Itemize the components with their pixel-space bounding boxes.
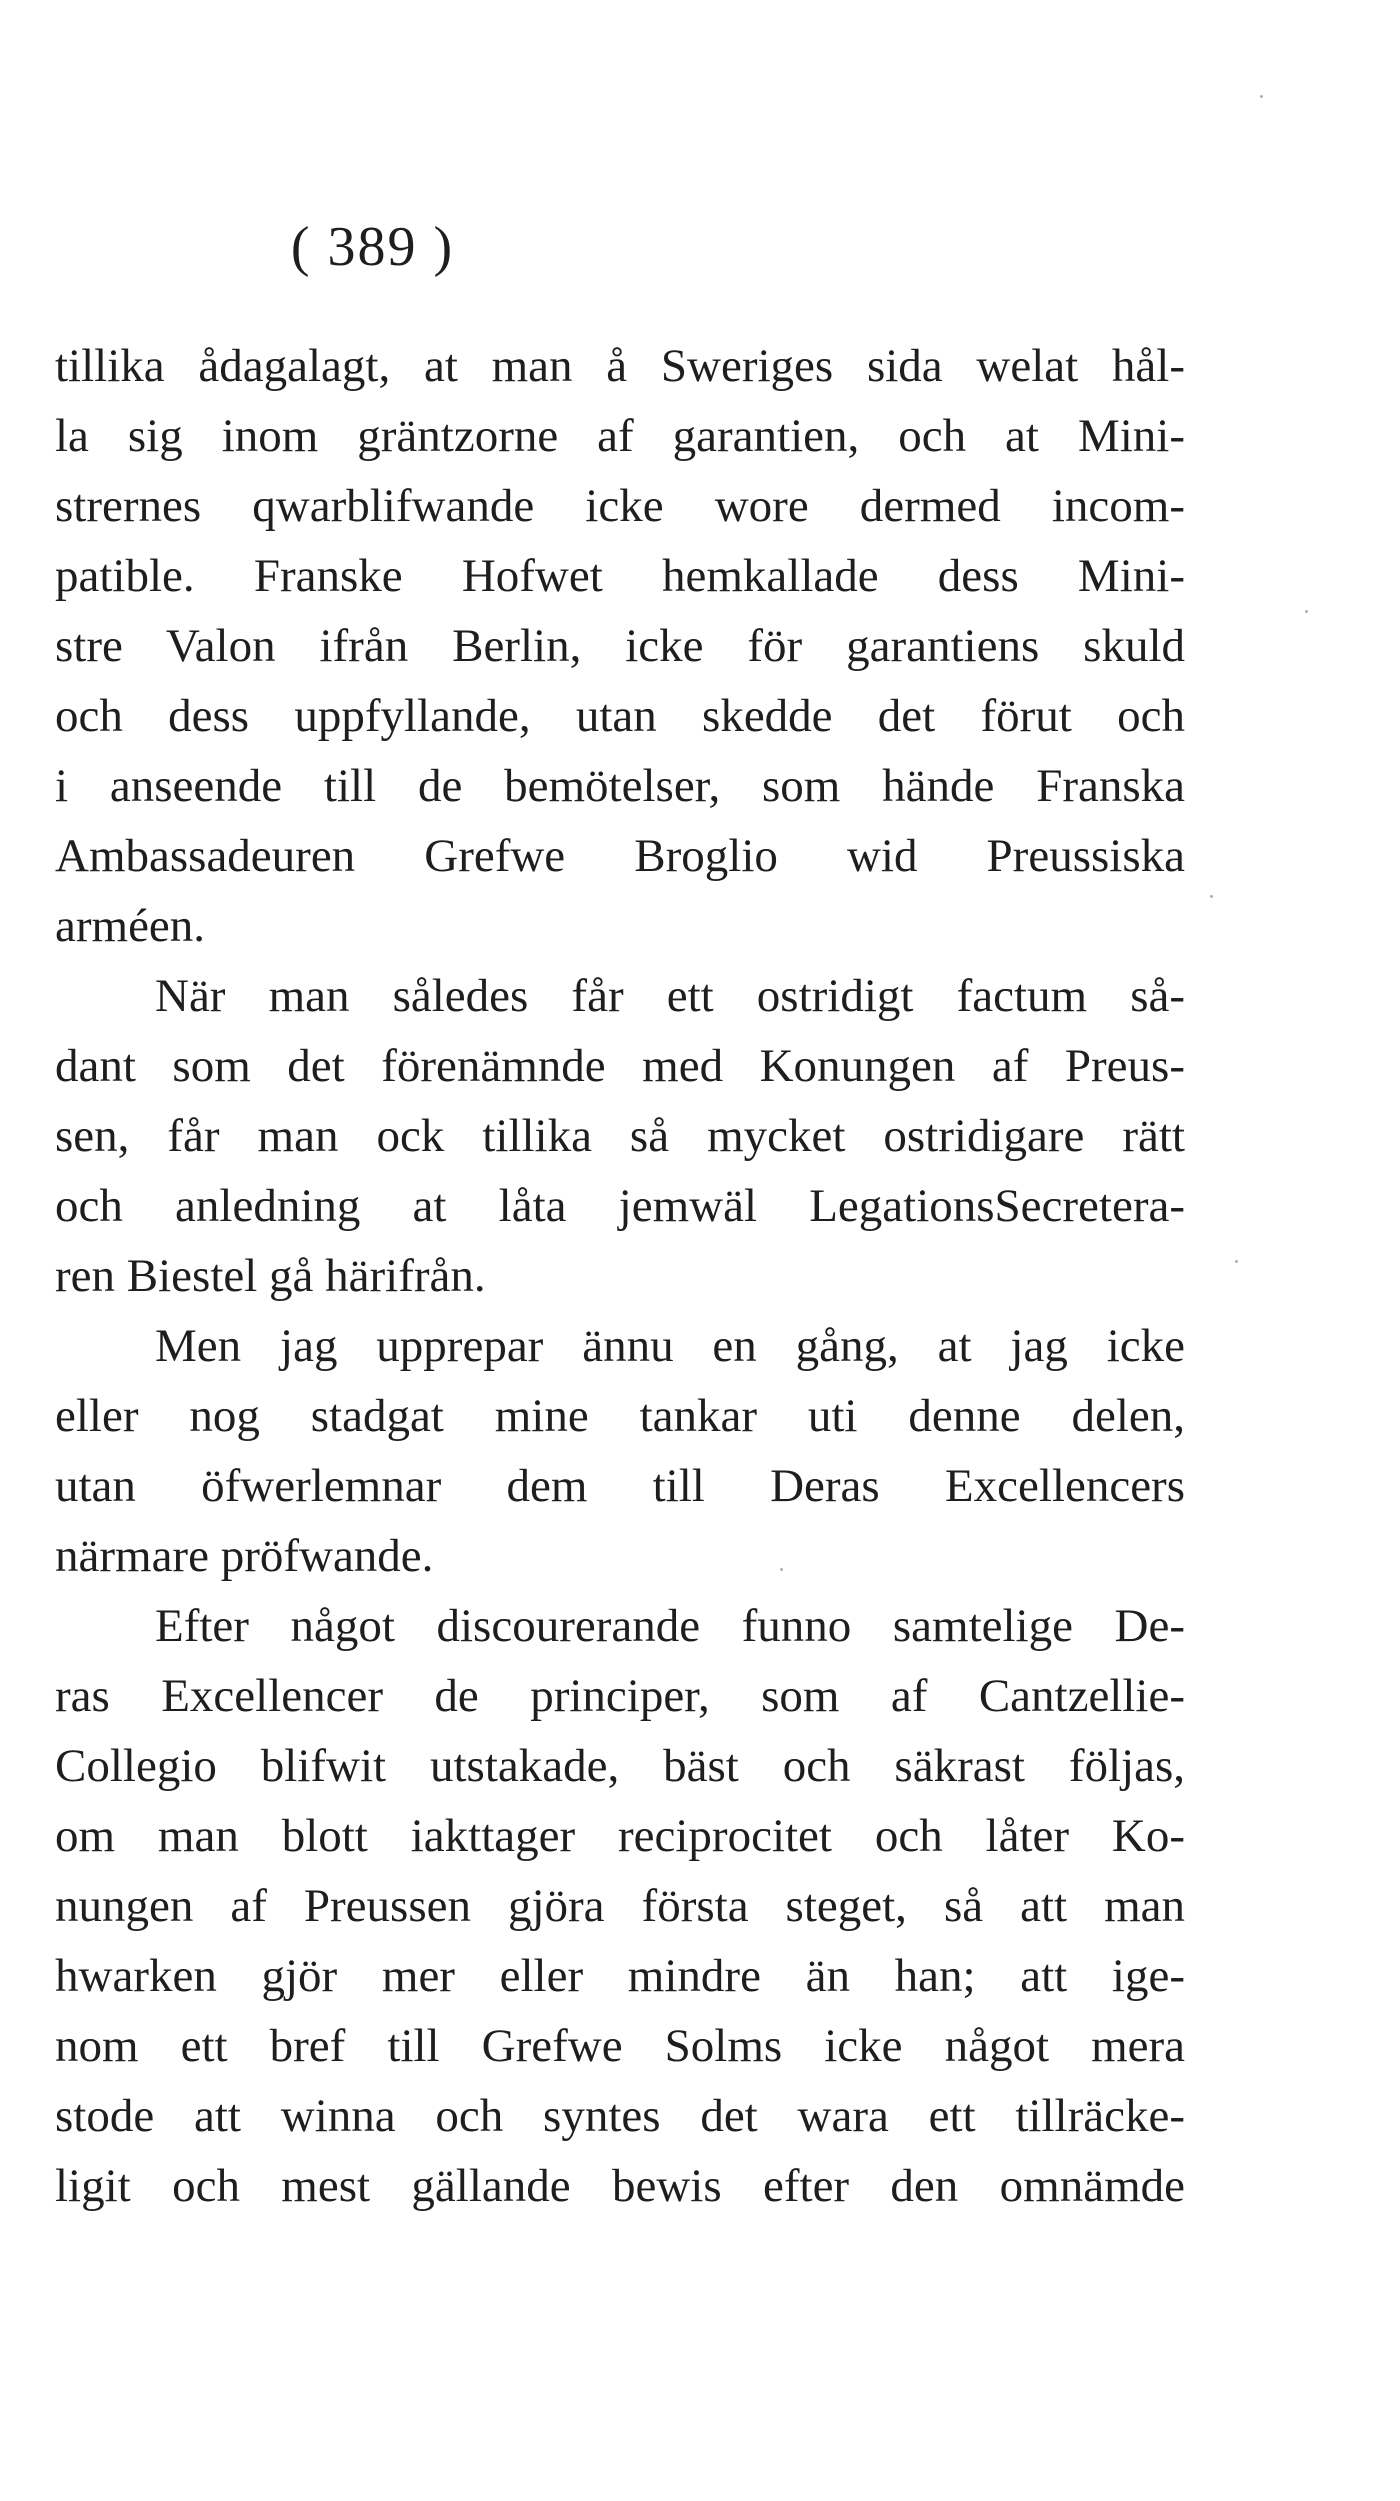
paragraph-end-line: ren Biestel gå härifrån. (55, 1250, 486, 1302)
paragraph-end-line: arméen. (55, 900, 206, 952)
text-line: sen, får man ock tillika så mycket ostridigare rätt (55, 1110, 1185, 1162)
paragraph-first-line: När man således får ett ostridigt factum så- (155, 970, 1185, 1022)
scan-speck (1210, 895, 1213, 898)
paragraph-first-line: Efter något discourerande funno samtelige De- (155, 1600, 1185, 1652)
scan-speck (1235, 1260, 1238, 1263)
text-line: utan öfwerlemnar dem till Deras Excellencers (55, 1460, 1185, 1512)
scan-speck (1305, 610, 1308, 613)
text-line: dant som det förenämnde med Konungen af Preus- (55, 1040, 1185, 1092)
page-number: ( 389 ) (290, 216, 455, 278)
text-line: ligit och mest gällande bewis efter den omnämde (55, 2160, 1185, 2212)
text-line: eller nog stadgat mine tankar uti denne delen, (55, 1390, 1185, 1442)
scan-speck (1260, 95, 1263, 98)
text-line: stre Valon ifrån Berlin, icke för garantiens skuld (55, 620, 1185, 672)
paragraph-first-line: Men jag upprepar ännu en gång, at jag icke (155, 1320, 1185, 1372)
text-line: nungen af Preussen gjöra första steget, så att man (55, 1880, 1185, 1932)
text-line: la sig inom gräntzorne af garantien, och at Mini- (55, 410, 1185, 462)
text-line: Ambassadeuren Grefwe Broglio wid Preussiska (55, 830, 1185, 882)
text-line: och dess uppfyllande, utan skedde det förut och (55, 690, 1185, 742)
text-line: hwarken gjör mer eller mindre än han; att ige- (55, 1950, 1185, 2002)
text-line: Collegio blifwit utstakade, bäst och säkrast följas, (55, 1740, 1185, 1792)
text-line: och anledning at låta jemwäl LegationsSecretera- (55, 1180, 1185, 1232)
text-line: stode att winna och syntes det wara ett tillräcke- (55, 2090, 1185, 2142)
text-line: tillika ådagalagt, at man å Sweriges sida welat hål- (55, 340, 1185, 392)
text-line: strernes qwarblifwande icke wore dermed incom- (55, 480, 1185, 532)
paragraph-end-line: närmare pröfwande. (55, 1530, 434, 1582)
scan-speck (780, 1568, 783, 1571)
text-line: om man blott iakttager reciprocitet och låter Ko- (55, 1810, 1185, 1862)
text-line: patible. Franske Hofwet hemkallade dess Mini- (55, 550, 1185, 602)
text-line: i anseende till de bemötelser, som hände Franska (55, 760, 1185, 812)
text-line: ras Excellencer de principer, som af Cantzellie- (55, 1670, 1185, 1722)
text-line: nom ett bref till Grefwe Solms icke något mera (55, 2020, 1185, 2072)
